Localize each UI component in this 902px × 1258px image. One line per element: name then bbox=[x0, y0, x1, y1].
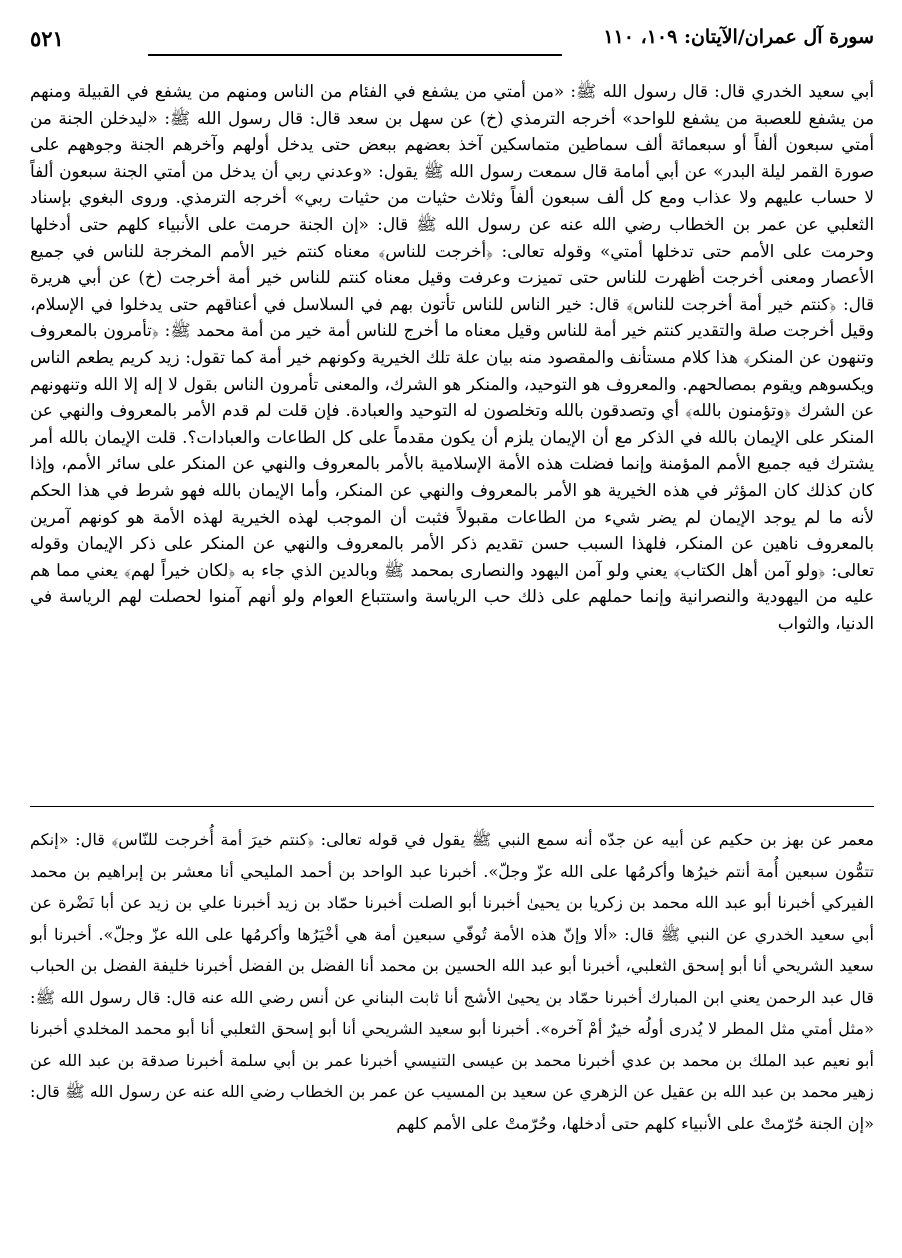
header-title: سورة آل عمران/الآيتان: ١٠٩، ١١٠ bbox=[603, 26, 874, 48]
page-number: ٥٢١ bbox=[30, 26, 64, 51]
footnote-paragraph: معمر عن بهز بن حكيم عن أبيه عن جدّه أنه سمع النبي ﷺ يقول في قوله تعالى: ﴿كنتم خيرَ أمة أُخرجت للنّاس﴾ قال: «إنكم تتمُّون سبعين أُمة أنتم خيرُها وأكرمُها على الله عزّ وجلّ». أخبرنا عبد الواحد بن أحمد المليحي أنا معشر بن إبراهيم بن محمد الفيركي أخبرنا أبو عبد الله محمد بن زكريا بن يحيىٰ أخبرنا أبو الصلت أخبرنا حمّاد بن زيد أخبرنا علي بن زيد عن أبا نَضْرة عن أبي سعيد الخدري عن النبي ﷺ قال: «ألا وإنّ هذه الأمة تُوفّي سبعين أمة هي أخْيَرُها وأكرمُها على الله عزّ وجلّ». أخبرنا أبو سعيد الشريحي أنا أبو إسحق الثعلبي، أخبرنا أبو عبد الله الحسين بن محمد أنا الفضل بن الفضل أخبرنا خليفة الفضل بن الحباب قال عبد الرحمن يعني ابن المبارك أخبرنا حمّاد بن يحيىٰ الأشج أنا ثابت البناني عن أنس رضي الله عنه قال: قال رسول الله ﷺ: «مثل أمتي مثل المطر لا يُدرى أولُه خيرٌ أمْ آخره». أخبرنا أبو سعيد الشريحي أنا أبو إسحق الثعلبي أنا أبو محمد المخلدي أخبرنا أبو نعيم عبد الملك بن محمد بن عدي أخبرنا محمد بن عيسى التنيسي أخبرنا عمر بن أبي سلمة أخبرنا صدقة بن عبد الله عن زهير محمد بن عبد الله بن عقيل عن الزهري عن سعيد بن المسيب عن عمر بن الخطاب رضي الله عنه عن رسول الله ﷺ قال: «إن الجنة حُرّمتْ على الأنبياء كلهم حتى أدخلها، وحُرّمتْ على الأمم كلهم bbox=[30, 830, 874, 1133]
header-rule bbox=[148, 54, 562, 56]
main-text bbox=[30, 78, 874, 798]
main-paragraph: أبي سعيد الخدري قال: قال رسول الله ﷺ: «من أمتي من يشفع في الفئام من الناس ومنهم من يشفع في القبيلة ومنهم من يشفع للعصبة من يشفع للواحد» أخرجه الترمذي (خ) عن سهل بن سعد قال: قال رسول الله ﷺ: «ليدخلن الجنة من أمتي سبعون ألفاً أو سبعمائة ألف سماطين متماسكين آخذ بعضهم ببعض حتى يدخل أولهم وآخرهم الجنة وجوههم على صورة القمر ليلة البدر» عن أبي أمامة قال سمعت رسول الله ﷺ يقول: «وعدني ربي أن يدخل من أمتي الجنة سبعون ألفاً لا حساب عليهم ولا عذاب ومع كل ألف سبعون ألفاً وثلاث حثيات من حثيات ربي» أخرجه الترمذي. وروى البغوي بإسناد الثعلبي عن عمر بن الخطاب رضي الله عنه عن رسول الله ﷺ قال: «إن الجنة حرمت على الأنبياء كلهم حتى أدخلها وحرمت على الأمم حتى تدخلها أمتي» وقوله تعالى: ﴿أخرجت للناس﴾ معناه كنتم خير الأمم المخرجة للناس في جميع الأعصار ومعنى أخرجت أظهرت للناس حتى تميزت وعرفت وقيل معناه كنتم للناس خير أمة أخرجت (خ) عن أبي هريرة قال: ﴿كنتم خير أمة أخرجت للناس﴾ قال: خير الناس للناس تأتون بهم في السلاسل في أعناقهم حتى يدخلوا في الإسلام، وقيل أخرجت صلة والتقدير كنتم خير أمة للناس وقيل معناه ما أخرج للناس أمة خير من أمة محمد ﷺ: ﴿تأمرون بالمعروف وتنهون عن المنكر﴾ هذا كلام مستأنف والمقصود منه بيان علة تلك الخيرية وكونهم خير أمة كما تقول: زيد كريم يطعم الناس ويكسوهم ويقوم بمصالحهم. والمعروف هو التوحيد، والمنكر هو الشرك، والمعنى تأمرون الناس بقول لا إله إلا الله وتنهونهم عن الشرك ﴿وتؤمنون بالله﴾ أي وتصدقون بالله وتخلصون له التوحيد والعبادة. فإن قلت لم قدم الأمر بالمعروف والنهي عن المنكر على الإيمان بالله في الذكر مع أن الإيمان يلزم أن يكون مقدماً على كل الطاعات والعبادات؟. قلت الإيمان بالله أمر يشترك فيه جميع الأمم المؤمنة وإنما فضلت هذه الأمة الإسلامية بالأمر بالمعروف والنهي عن المنكر على سائر الأمم، وإذا كان كذلك كان المؤثر في هذه الخيرية هو الأمر بالمعروف والنهي عن المنكر، وأما الإيمان بالله فهو شرط في هذا الحكم لأنه ما لم يوجد الإيمان لم يضر شيء من الطاعات مقبولاً فثبت أن الموجب لهذه الخيرية لهذه الأمة هو كونهم آمرين بالمعروف ناهين عن المنكر، فلهذا السبب حسن تقديم ذكر الأمر بالمعروف والنهي عن المنكر على ذكر الإيمان وقوله تعالى: ﴿ولو آمن أهل الكتاب﴾ يعني ولو آمن اليهود والنصارى بمحمد ﷺ وبالدين الذي جاء به ﴿لكان خيراً لهم﴾ يعني مما هم عليه من اليهودية والنصرانية وإنما حملهم على ذلك حب الرياسة واستتباع العوام ولو أنهم آمنوا لحصلت لهم الرياسة في الدنيا، والثواب bbox=[30, 81, 874, 633]
footnote-text bbox=[30, 824, 874, 1254]
footnote-separator bbox=[30, 806, 874, 807]
running-header bbox=[30, 18, 874, 58]
